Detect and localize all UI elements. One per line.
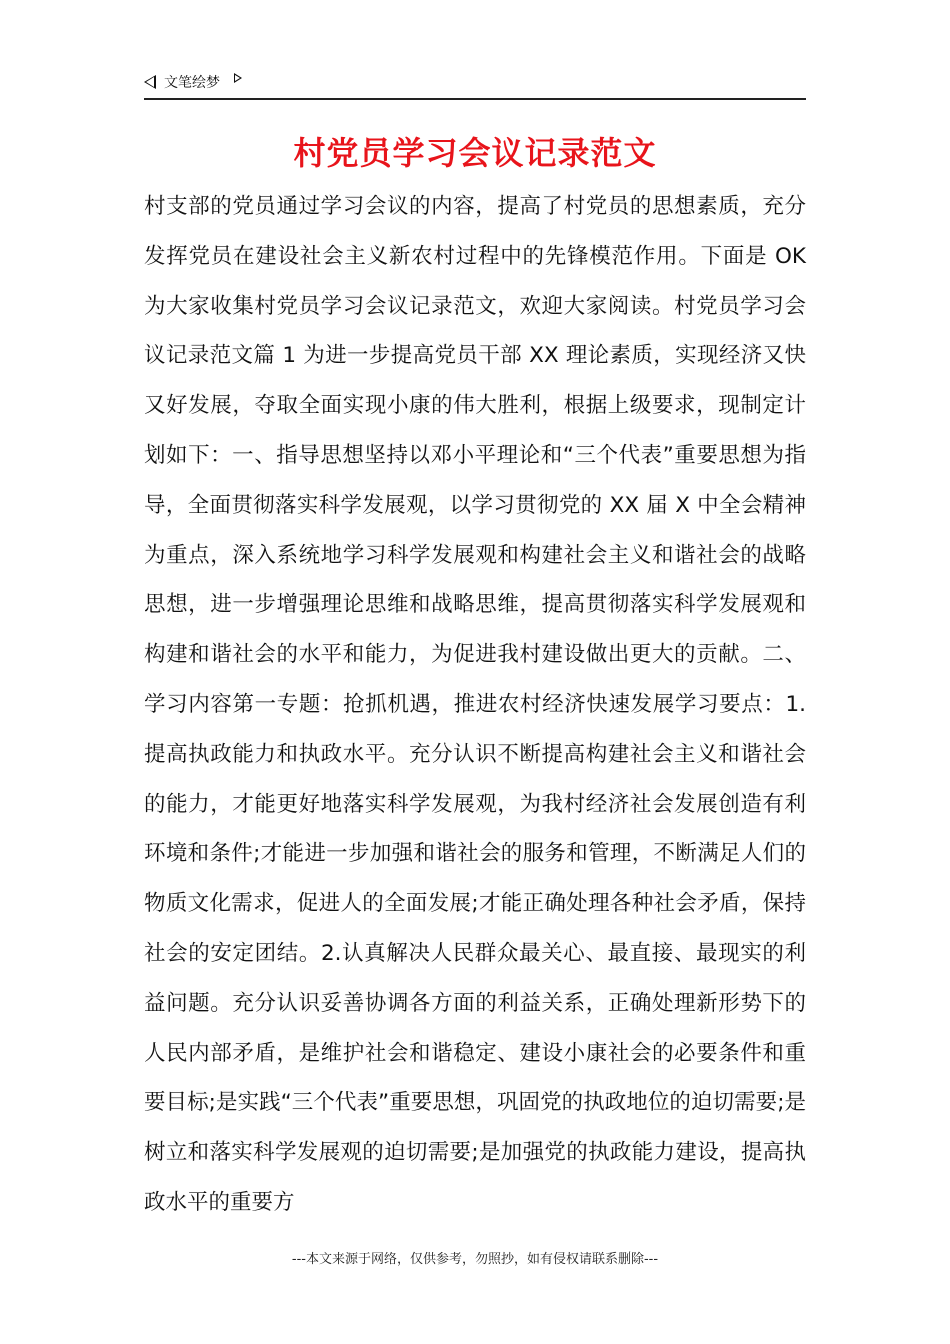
page-header	[144, 74, 806, 100]
triangle-left-icon	[144, 75, 156, 89]
triangle-right-icon	[234, 73, 242, 83]
document-body: 村支部的党员通过学习会议的内容，提高了村党员的思想素质，充分发挥党员在建设社会主义新农村过程中的先锋模范作用。下面是 OK 为大家收集村党员学习会议记录范文，欢迎大家阅读。村党员学习会议记录范文篇 1 为进一步提高党员干部 XX 理论素质，实现经济又快又好发展，夺取全面实现小康的伟大胜利，根据上级要求，现制定计划如下：一、指导思想坚持以邓小平理论和“三个代表”重要思想为指导，全面贯彻落实科学发展观，以学习贯彻党的 XX 届 X 中全会精神为重点，深入系统地学习科学发展观和构建社会主义和谐社会的战略思想，进一步增强理论思维和战略思维，提高贯彻落实科学发展观和构建和谐社会的水平和能力，为促进我村建设做出更大的贡献。二、学习内容第一专题：抢抓机遇，推进农村经济快速发展学习要点：1.提高执政能力和执政水平。充分认识不断提高构建社会主义和谐社会的能力，才能更好地落实科学发展观，为我村经济社会发展创造有利环境和条件;才能进一步加强和谐社会的服务和管理，不断满足人们的物质文化需求，促进人的全面发展;才能正确处理各种社会矛盾，保持社会的安定团结。2.认真解决人民群众最关心、最直接、最现实的利益问题。充分认识妥善协调各方面的利益关系，正确处理新形势下的人民内部矛盾，是维护社会和谐稳定、建设小康社会的必要条件和重要目标;是实践“三个代表”重要思想，巩固党的执政地位的迫切需要;是树立和落实科学发展观的迫切需要;是加强党的执政能力建设，提高执政水平的重要方	[144, 194, 806, 1215]
header-brand	[144, 72, 242, 92]
header-brand-label: 文笔绘梦	[164, 75, 220, 91]
footer-notice: ---本文来源于网络，仅供参考，勿照抄，如有侵权请联系删除---	[291, 1252, 659, 1267]
document-title: 村党员学习会议记录范文	[293, 134, 657, 172]
